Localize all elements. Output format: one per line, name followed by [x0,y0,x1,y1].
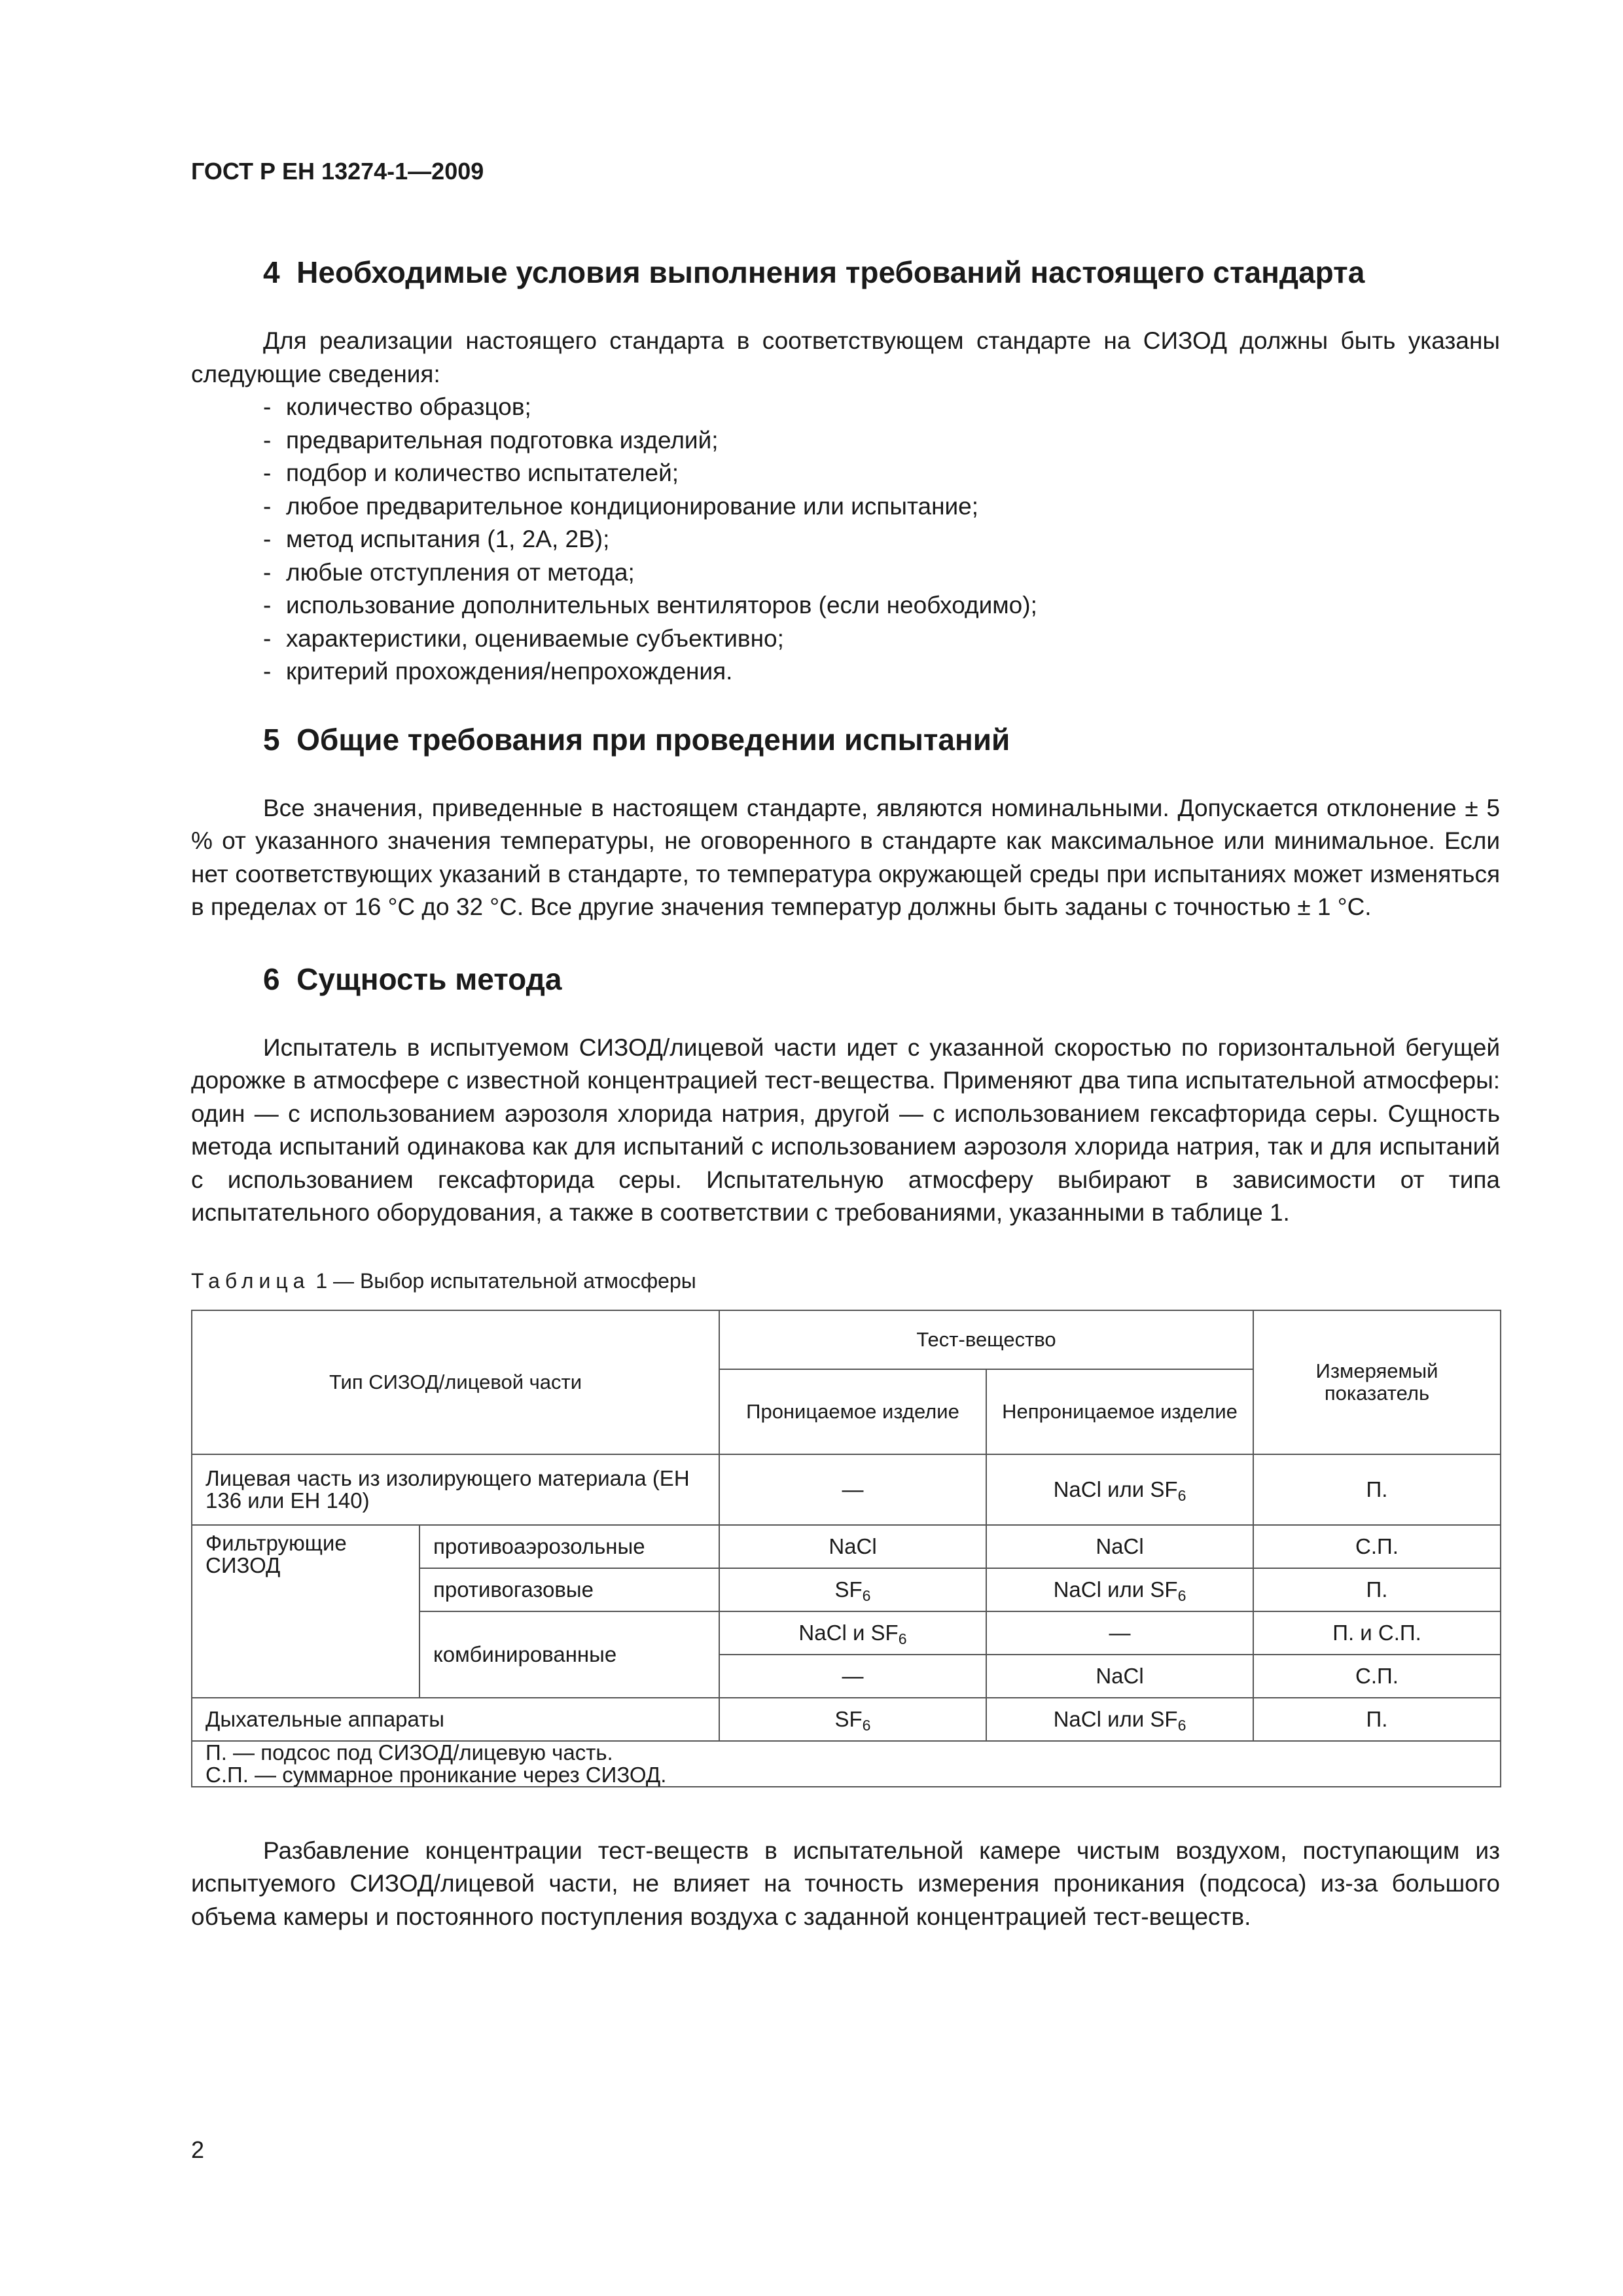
section-4-number: 4 [263,255,280,289]
row2-measured: С.П. [1253,1525,1501,1568]
list-item: - критерий прохождения/непрохождения. [263,655,1500,689]
section-5-title: Общие требования при проведении испытаний [296,722,1010,757]
list-item: - любые отступления от метода; [263,556,1500,590]
section-6-number: 6 [263,961,280,996]
list-item: - любое предварительное кондиционирование или испытание; [263,490,1500,524]
row2-subtype: противоаэрозольные [419,1525,719,1568]
table-notes-row [192,1741,1501,1787]
final-paragraph: Разбавление концентрации тест-веществ в испытательной камере чистым воздухом, поступающим из испытуемого СИЗОД/лицевой части, не влияет на точность измерения проникания (подсоса) из-за большого объема камеры и постоянного поступления воздуха с заданной концентрацией тест-веществ. [191,1837,1500,1930]
row6-impermeable: NaCl или $SF_6$ [986,1698,1253,1741]
table-row [192,1525,1501,1568]
section-6-title: Сущность метода [296,961,562,996]
row3-permeable: $SF_6$ [719,1568,986,1611]
row3-measured: П. [1253,1568,1501,1611]
document-page [191,157,1500,1933]
header-measured: Измеряемый показатель [1253,1310,1501,1454]
note-sp: С.П. — суммарное проникание через СИЗОД. [205,1762,667,1787]
header-test-substance: Тест-вещество [719,1310,1253,1369]
row2-permeable: NaCl [719,1525,986,1568]
document-code-header: ГОСТ Р ЕН 13274-1—2009 [191,158,484,185]
row1-permeable: — [719,1454,986,1525]
list-item: - характеристики, оцениваемые субъективно; [263,622,1500,656]
row2-impermeable: NaCl [986,1525,1253,1568]
section-5-text: Все значения, приведенные в настоящем стандарте, являются номинальными. Допускается отклонение ± 5 % от указанного значения температуры, не оговоренного в стандарте как максимальное или минимальное. Если нет соответствующих указаний в стандарте, то температура окружающей среды при испытаниях может изменяться в пределах от 16 °С до 32 °С. Все другие значения температур должны быть заданы с точностью ± 1 °С. [191,794,1500,920]
list-item: - количество образцов; [263,391,1500,424]
list-item: - метод испытания (1, 2А, 2В); [263,523,1500,556]
table-row [192,1698,1501,1741]
section-4-list [191,391,1500,689]
note-p: П. — подсос под СИЗОД/лицевую часть. [205,1740,613,1765]
table-caption [191,1268,1500,1294]
page-number: 2 [191,2136,205,2163]
section-6-heading [263,961,1500,997]
filter-group-label: Фильтрующие СИЗОД [192,1525,419,1698]
row6-permeable: $SF_6$ [719,1698,986,1741]
section-6-text: Испытатель в испытуемом СИЗОД/лицевой части идет с указанной скоростью по горизонтальной бегущей дорожке в атмосфере с известной концентрацией тест-вещества. Применяют два типа испытательной атмосферы: один — с использованием аэрозоля хлорида натрия, другой — с использованием гексафторида серы. Сущность метода испытаний одинакова как для испытаний с использованием аэрозоля хлорида натрия, так и для испытаний с использованием гексафторида серы. Испытательную атмосферу выбирают в зависимости от типа испытательного оборудования, а также в соответствии с требованиями, указанными в таблице 1. [191,1033,1500,1226]
table-header-row [192,1310,1501,1369]
header-permeable: Проницаемое изделие [719,1369,986,1454]
row5-impermeable: NaCl [986,1655,1253,1698]
test-atmosphere-table [191,1310,1501,1787]
row5-measured: С.П. [1253,1655,1501,1698]
header-type: Тип СИЗОД/лицевой части [192,1310,719,1454]
header-impermeable: Непроницаемое изделие [986,1369,1253,1454]
row1-impermeable: NaCl или $SF_6$ [986,1454,1253,1525]
section-5-heading [263,721,1500,758]
row4-measured: П. и С.П. [1253,1611,1501,1655]
row1-measured: П. [1253,1454,1501,1525]
row5-permeable: — [719,1655,986,1698]
row6-type: Дыхательные аппараты [192,1698,719,1741]
section-5-number: 5 [263,722,280,757]
list-item: - предварительная подготовка изделий; [263,424,1500,457]
row3-impermeable: NaCl или $SF_6$ [986,1568,1253,1611]
row4-impermeable: — [986,1611,1253,1655]
section-4-heading [263,254,1500,291]
row3-subtype: противогазовые [419,1568,719,1611]
section-4-intro: Для реализации настоящего стандарта в соответствующем стандарте на СИЗОД должны быть указаны следующие сведения: [191,327,1500,387]
table-caption-title: 1 — Выбор испытательной атмосферы [310,1268,696,1293]
table-row [192,1454,1501,1525]
row4-permeable: NaCl и $SF_6$ [719,1611,986,1655]
list-item: - использование дополнительных вентиляторов (если необходимо); [263,589,1500,622]
row4-subtype: комбинированные [419,1611,719,1698]
row6-measured: П. [1253,1698,1501,1741]
section-4-title: Необходимые условия выполнения требований настоящего стандарта [296,255,1365,289]
list-item: - подбор и количество испытателей; [263,457,1500,490]
table-notes [192,1741,1501,1787]
table-caption-word: Таблица [191,1268,310,1293]
row1-type: Лицевая часть из изолирующего материала (ЕН 136 или ЕН 140) [192,1454,719,1525]
